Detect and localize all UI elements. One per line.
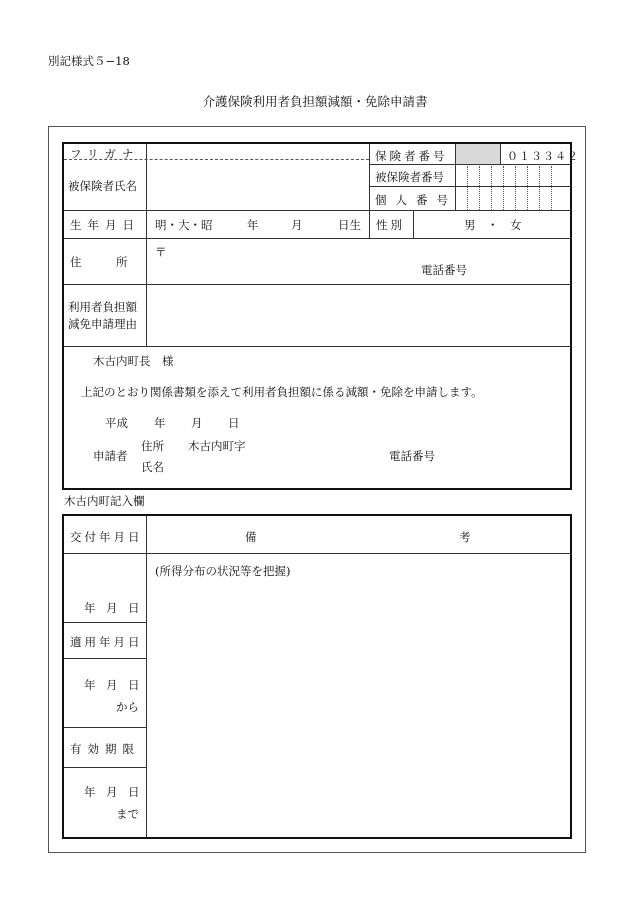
insured-no-label: 被保険者番号 [375,170,444,184]
date-era: 平成 [105,416,128,430]
applicant-phone-label: 電話番号 [389,449,435,463]
apply-month-unit: 月 [106,678,118,692]
date-month-unit: 月 [191,416,203,430]
date-year-unit: 年 [154,416,166,430]
town-section-title: 木古内町記入欄 [64,494,145,508]
row-line [64,238,570,239]
valid-month-unit: 月 [106,785,118,799]
town-row-line [64,727,147,728]
form-number: 別記様式５−18 [48,54,130,68]
digit-divider [515,166,516,210]
apply-day-unit: 日 [128,678,140,692]
valid-year-unit: 年 [84,785,96,799]
insurer-no-value: ０１３３４２ [507,150,579,163]
gender-label: 性別 [376,218,405,232]
insured-name-label: 被保険者氏名 [68,179,137,193]
digit-divider [467,166,468,210]
from-label: から [116,700,139,714]
validity-label: 有効期限 [70,742,140,756]
digit-divider [503,166,504,210]
town-row-line [64,658,147,659]
row-line [64,210,570,211]
cell-line [500,144,501,164]
birth-day-unit: 日生 [338,218,361,232]
town-label-column-line [146,516,147,837]
apply-year-unit: 年 [84,678,96,692]
remarks-label-2: 考 [459,530,471,544]
addressee: 木古内町長 様 [93,354,174,368]
applicant-label: 申請者 [93,449,128,463]
form-title: 介護保険利用者負担額減額・免除申請書 [202,94,428,109]
remarks-label-1: 備 [245,530,257,544]
phone-label: 電話番号 [421,263,467,277]
town-row-line [64,622,147,623]
gender-column-line [413,210,414,238]
issue-month-unit: 月 [106,601,118,615]
birth-year-unit: 年 [247,218,259,232]
date-day-unit: 日 [228,416,240,430]
digit-divider [491,166,492,210]
until-label: まで [116,807,139,821]
digit-divider [527,166,528,210]
postal-mark: 〒 [155,245,167,259]
applicant-address-label: 住所 [141,439,164,453]
insurer-number-shade [456,144,500,164]
row-line [369,164,570,165]
issue-date-label: 交付年月日 [70,530,143,544]
applicant-name-label: 氏名 [141,460,164,474]
label-column-line [146,144,147,346]
insurer-no-label: 保険者番号 [375,149,448,163]
applicant-address-value: 木古内町字 [188,439,246,453]
reason-label-line-1: 利用者負担額 [68,300,137,314]
issue-year-unit: 年 [84,601,96,615]
issue-day-unit: 日 [128,601,140,615]
birth-month-unit: 月 [291,218,303,232]
right-block-line [369,144,370,238]
birth-era: 明・大・昭 [155,218,213,232]
town-header-line [64,553,570,554]
gender-options[interactable]: 男 ・ 女 [464,218,522,232]
remarks-note: (所得分布の状況等を把握) [155,564,291,578]
digit-divider [551,166,552,210]
birth-label: 生年月日 [70,218,140,232]
town-row-line [64,767,147,768]
digit-divider [539,166,540,210]
application-statement: 上記のとおり関係書類を添えて利用者負担額に係る減額・免除を申請します。 [81,385,483,399]
personal-no-label: 個人番号 [375,193,457,207]
furigana-label: フリガナ [70,147,140,161]
valid-day-unit: 日 [128,785,140,799]
applicant-table [62,142,572,490]
apply-date-label: 適用年月日 [70,635,143,649]
address-label: 住 所 [70,255,128,269]
digit-divider [479,166,480,210]
row-line [64,284,570,285]
reason-label-line-2: 減免申請理由 [68,317,137,331]
row-line [64,346,570,347]
